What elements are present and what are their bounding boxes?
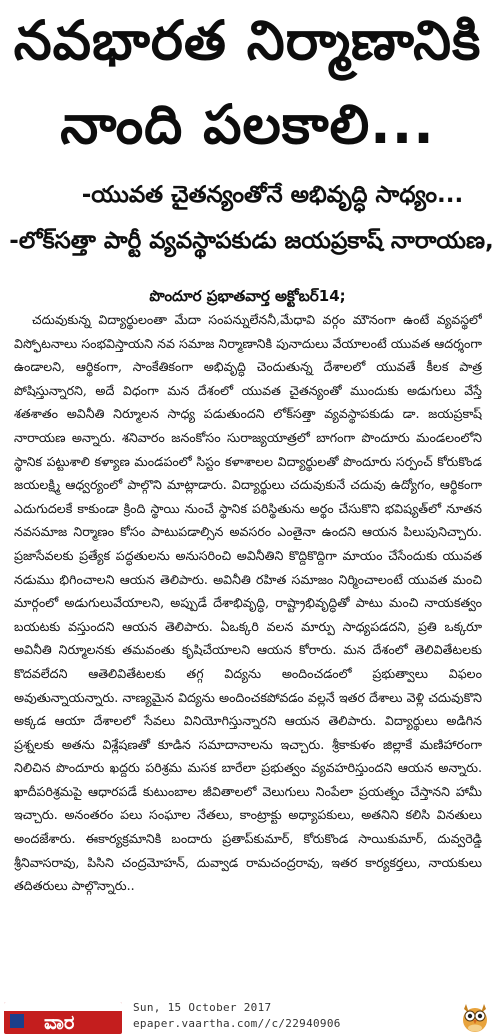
logo-square-icon	[10, 1014, 24, 1028]
vaartha-logo-icon[interactable]	[4, 1002, 122, 1034]
headline-line-1: నవభారత నిర్మాణానికి	[13, 9, 482, 72]
subheading-line-1: -యువత చైతన్యంతోనే అభివృద్ధి సాధ్యం...	[81, 182, 464, 208]
edition-date: Sun, 15 October 2017	[133, 1001, 272, 1014]
logo-glyph-icon: ವಾರ	[44, 1010, 75, 1034]
article-body: చదువుకున్న విద్యార్థులంతా మేదా సంపన్నులేననీ,మేధావి వర్గం మౌనంగా ఉంటే వ్యవస్థలో విస్ఫోటనాలు సంభవిస్తాయని నవ సమాజ నిర్మాణానికి పునాదులు వేయాలంటే యువత ఆదర్శంగా ఉండాలని, ఆర్థికంగా, సాంకేతికంగా అభివృద్ధి చెందుతున్న దేశాలలో యువతే కీలక పాత్ర పోషిస్తున్నారని, అదే విధంగా మన దేశంలో యువత చైతన్యంతో ముందుకు అడుగులు వేస్తే శతశాతం అవినీతి నిర్మూలన సాధ్య పడుతుందని లోక్‌సత్తా వ్యవస్థాపకుడు డా. జయప్రకాష్ నారాయణ అన్నారు. శనివారం జనంకోసం సురాజ్యయాత్రలో బాగంగా పొందూరు మండలంలోని స్థానిక పట్టుశాలి కళ్యాణ మండపంలో సిస్టం కళాశాలల విద్యార్థులతో పొందూరు సర్పంచ్ కోరుకొండ జయలక్ష్మి ఆధ్వర్యంలో పాల్గొని మాట్లాడారు. విద్యార్థులు చదువుకునే చదువు ఉద్యోగం, ఆర్థికంగా ఎదుగుదలకే కాకుండా క్రింది స్థాయి నుంచే స్థానిక పరిస్థితును అర్థం చేసుకొని భవిష్యత్‌లో నూతన నవసమాజ నిర్మాణం కోసం పాటుపడాల్సిన అవసరం ఎంతైనా ఉందని ఆయన పిలుపునిచ్చారు. ప్రజాసేవలకు ప్రత్యేక పద్ధతులను అనుసరించి అవినీతిని కొద్దికొద్దిగా మాయం చేసేందుకు యువత నడుము భిగించాలని ఆయన తెలిపారు. అవినీతి రహిత సమాజం నిర్మించాలంటే యువత మంచి మార్గంలో అడుగులువేయాలని, అప్పుడే దేశాభివృద్ధి, రాష్ట్రాభివృద్ధితో పాటు మంచి నాయకత్వం బయటకు వస్తుందని ఆయన తెలిపారు. ఏఒక్కరి వలన మార్పు సాధ్యపడదని, ప్రతి ఒక్కరూ అవినీతి నిర్మూలనకు తమవంతు కృషిచేయాలని ఆయన కోరారు. మన దేశంలో తెలివితేటలకు కొదవలేదని ఆతెలివితేటలకు తగ్గ విద్యను అందించడంలో ప్రభుత్వాలు విఫలం అవుతున్నాయన్నారు. నాణ్యమైన విద్యను అందించకపోవడం వల్లనే ఇతర దేశాలు వెళ్లి చదువుకొని అక్కడ ఆయా దేశాలలో సేవలు వినియోగిస్తున్నారని ఆయన తెలిపారు. విద్యార్థులు అడిగిన ప్రశ్నలకు అతను విశ్లేషణతో కూడిన సమాదానాలను ఇచ్చారు. శ్రీకాకుళం జిల్లాకే మణిహారంగా నిలిచిన పొందూరు ఖద్దరు పరిశ్రమ మసక బారేలా ప్రభుత్వం వ్యవహరిస్తుందని ఆయన అన్నారు. ఖాదీపరిశ్రమపై ఆధారపడే కుటుంబాల జీవితాలలో వెలుగులు నింపేలా ప్రయత్నం చేస్తానని హామీ ఇచ్చారు. అనంతరం పలు సంఘాల నేతలు, కాంట్రాక్టు అధ్యాపకులు, అతనిని కలిసి వినతులు అందజేశారు. ఈకార్యక్రమానికి బందారు ప్రతాప్‌కుమార్, కోరుకొండ సాయికుమార్, దువ్వరెడ్డి శ్రీనివాసరావు, పిసిని చంద్రమోహన్, దువ్వాడ రామచంద్రరావు, ఇతర కార్యకర్తలు, నాయకులు తదితరులు పాల్గొన్నారు..	[14, 312, 482, 894]
owl-icon	[460, 1001, 490, 1033]
epaper-link[interactable]: epaper.vaartha.com//c/22940906	[133, 1017, 341, 1030]
dateline: పొందూర ప్రభాతవార్త అక్టోబర్14;	[149, 287, 346, 305]
headline-line-2: నాంది పలకాలి...	[60, 93, 435, 156]
footer	[0, 998, 495, 1036]
subheading-line-2: -లోక్‌సత్తా పార్టీ వ్యవస్థాపకుడు జయప్రకాష్ నారాయణ,	[9, 228, 494, 254]
